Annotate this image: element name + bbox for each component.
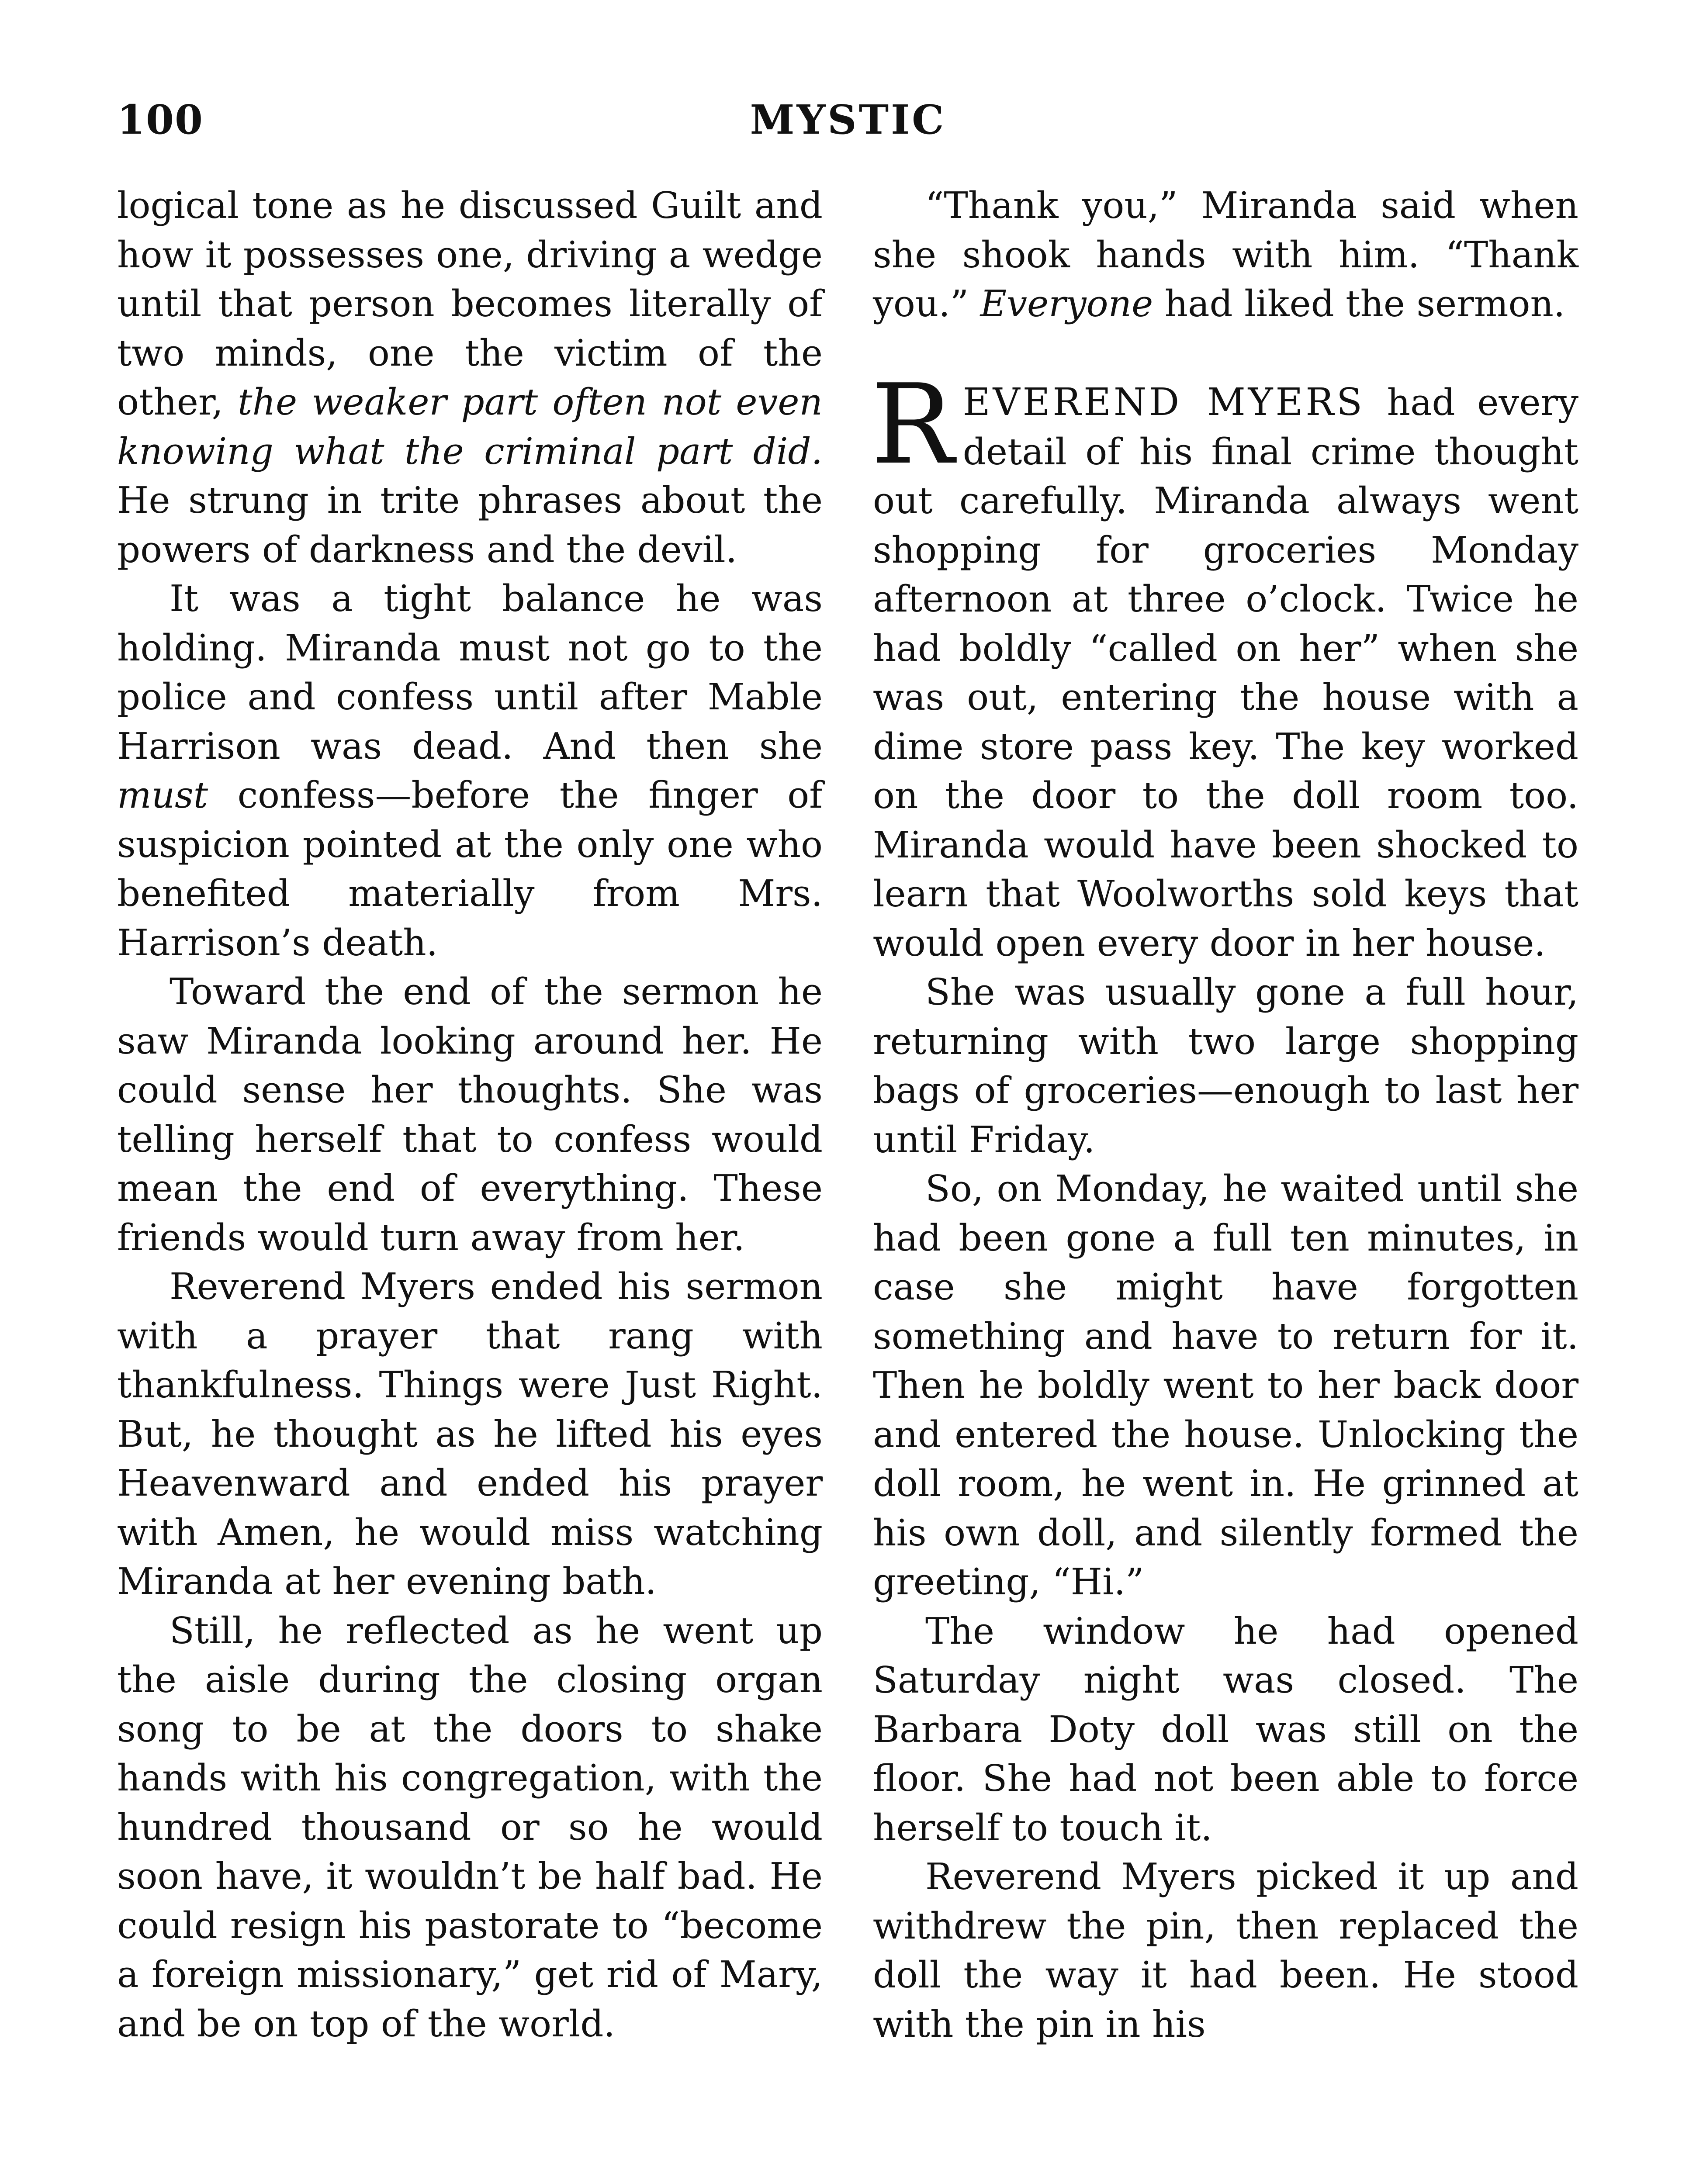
left-paragraph-2 — [117, 574, 823, 968]
right-p2-text: had every detail of his final crime thought out carefully. Miranda always went shopping for groceries Monday afternoon at three o’clock. Twice he had boldly “called on her” when she was out, entering the house with a dime store pass key. The key worked on the door to the doll room too. Miranda would have been shocked to learn that Woolworths sold keys that would open every door in her house. — [873, 381, 1578, 964]
left-paragraph-4: Reverend Myers ended his sermon with a prayer that rang with thankfulness. Things were Just Right. But, he thought as he lifted his eyes Heavenward and ended his prayer with Amen, he would miss watching Miranda at her evening bath. — [117, 1265, 823, 1603]
left-p1-italic: the weaker part often not even knowing what the criminal part did. — [117, 381, 823, 473]
right-p2-lead: EVEREND MYERS — [962, 380, 1365, 424]
right-p1-text-a: “Thank you,” Miranda said when she shook hands with him. “Thank you.” — [873, 184, 1578, 325]
left-paragraph-5: Still, he reflected as he went up the aisle during the closing organ song to be at the doors to shake hands with his congregation, with the hundred thousand or so he would soon have, it wouldn’t be half bad. He could resign his pastorate to “become a foreign missionary,” get rid of Mary, and be on top of the world. — [117, 1609, 823, 2045]
left-paragraph-3: Toward the end of the sermon he saw Miranda looking around her. He could sense her thoughts. She was telling herself that to confess would mean the end of everything. These friends would turn away from her. — [117, 971, 823, 1259]
left-p1-text-a: logical tone as he discussed Guilt and how it possesses one, driving a wedge until that person becomes literally of two minds, one the victim of the other, — [117, 184, 823, 423]
left-p1-text-b: He strung in trite phrases about the powers of darkness and the devil. — [117, 479, 823, 571]
right-p1-text-b: had liked the sermon. — [1153, 283, 1565, 325]
right-paragraph-6: Reverend Myers picked it up and withdrew the pin, then replaced the doll the way it had been. He stood with the pin in his — [873, 1856, 1578, 2046]
magazine-title: MYSTIC — [750, 96, 946, 143]
page-number: 100 — [117, 96, 204, 143]
drop-cap: R — [871, 361, 954, 489]
left-paragraph-1 — [117, 181, 823, 574]
right-column — [873, 181, 1578, 2049]
left-column — [117, 181, 823, 2049]
right-paragraph-5: The window he had opened Saturday night was closed. The Barbara Doty doll was still on the floor. She had not been able to force herself to touch it. — [873, 1610, 1578, 1849]
right-p1-italic: Everyone — [980, 283, 1153, 325]
right-paragraph-3: She was usually gone a full hour, returning with two large shopping bags of groceries—enough to last her until Friday. — [873, 971, 1578, 1161]
left-p2-text-b: confess—before the finger of suspicion pointed at the only one who benefited materially from Mrs. Harrison’s death. — [117, 774, 823, 964]
right-paragraph-2 — [871, 361, 1578, 968]
left-p2-text-a: It was a tight balance he was holding. Miranda must not go to the police and confess until after Mable Harrison was dead. And then she — [117, 577, 823, 767]
right-paragraph-4: So, on Monday, he waited until she had been gone a full ten minutes, in case she might have forgotten something and have to return for it. Then he boldly went to her back door and entered the house. Unlocking the doll room, he went in. He grinned at his own doll, and silently formed the greeting, “Hi.” — [873, 1168, 1578, 1603]
left-p2-italic: must — [117, 774, 208, 816]
right-paragraph-1 — [873, 181, 1578, 329]
